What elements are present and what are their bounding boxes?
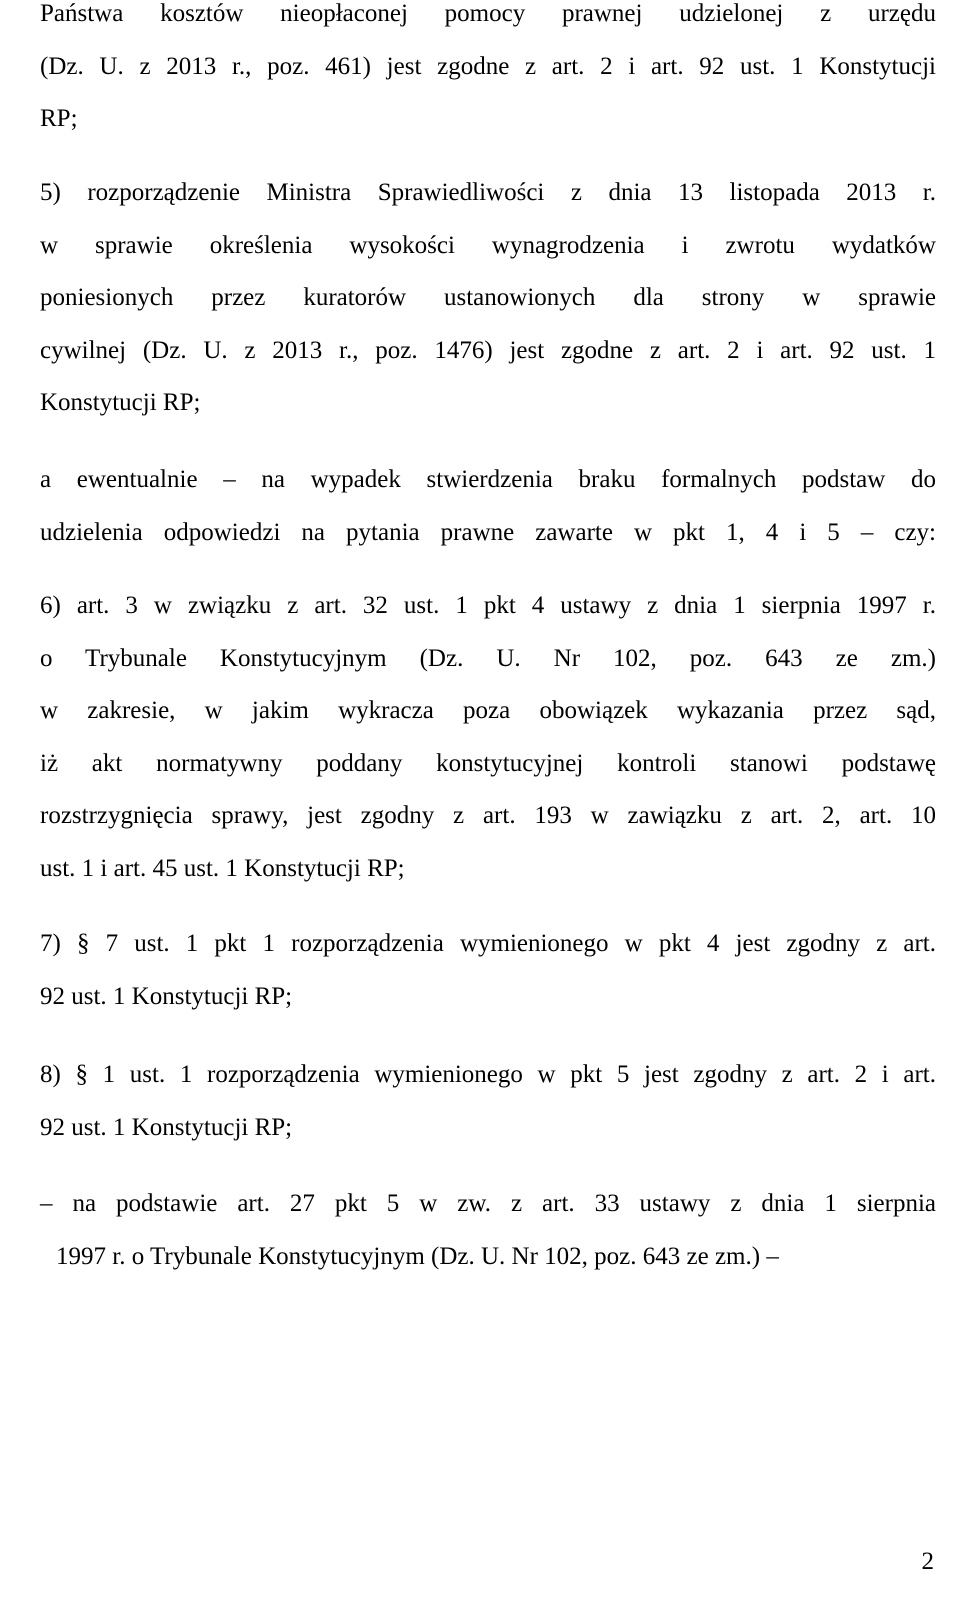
text-line: 6) art. 3 w związku z art. 32 ust. 1 pkt 4 ustawy z dnia 1 sierpnia 1997 r.: [40, 592, 936, 619]
text-line: ust. 1 i art. 45 ust. 1 Konstytucji RP;: [40, 854, 405, 882]
alternative-question-paragraph: [40, 454, 936, 559]
text-line: 92 ust. 1 Konstytucji RP;: [40, 982, 293, 1010]
list-item-8: [40, 1049, 936, 1154]
text-line: poniesionych przez kuratorów ustanowionych dla strony w sprawie: [40, 284, 936, 311]
text-line: 5) rozporządzenie Ministra Sprawiedliwości z dnia 13 listopada 2013 r.: [40, 179, 936, 206]
text-line: (Dz. U. z 2013 r., poz. 461) jest zgodne z art. 2 i art. 92 ust. 1 Konstytucji: [40, 52, 936, 80]
list-item-7: [40, 918, 936, 1023]
text-line: 92 ust. 1 Konstytucji RP;: [40, 1113, 293, 1141]
legal-basis-paragraph: [40, 1178, 936, 1283]
text-line: rozstrzygnięcia sprawy, jest zgodny z art. 193 w zawiązku z art. 2, art. 10: [40, 802, 936, 829]
text-line: Konstytucji RP;: [40, 389, 201, 416]
text-line: Państwa kosztów nieopłaconej pomocy prawnej udzielonej z urzędu: [40, 0, 936, 27]
text-line: w sprawie określenia wysokości wynagrodzenia i zwrotu wydatków: [40, 231, 936, 259]
text-line: 7) § 7 ust. 1 pkt 1 rozporządzenia wymienionego w pkt 4 jest zgodny z art.: [40, 930, 936, 957]
text-line: iż akt normatywny poddany konstytucyjnej kontroli stanowi podstawę: [40, 749, 936, 777]
text-line: udzielenia odpowiedzi na pytania prawne zawarte w pkt 1, 4 i 5 – czy:: [40, 518, 936, 546]
text-line: – na podstawie art. 27 pkt 5 w zw. z art. 33 ustawy z dnia 1 sierpnia: [40, 1190, 936, 1217]
text-line: o Trybunale Konstytucyjnym (Dz. U. Nr 102, poz. 643 ze zm.): [40, 644, 936, 672]
page-number: 2: [921, 1548, 934, 1575]
continuation-paragraph: [40, 0, 936, 146]
text-line: a ewentualnie – na wypadek stwierdzenia braku formalnych podstaw do: [40, 466, 936, 493]
text-line: 1997 r. o Trybunale Konstytucyjnym (Dz. U. Nr 102, poz. 643 ze zm.) –: [56, 1242, 779, 1270]
text-line: w zakresie, w jakim wykracza poza obowiązek wykazania przez sąd,: [40, 697, 936, 724]
list-item-6: [40, 580, 936, 895]
text-line: 8) § 1 ust. 1 rozporządzenia wymienionego w pkt 5 jest zgodny z art. 2 i art.: [40, 1061, 936, 1088]
list-item-5: [40, 167, 936, 430]
text-line: RP;: [40, 105, 78, 132]
text-line: cywilnej (Dz. U. z 2013 r., poz. 1476) jest zgodne z art. 2 i art. 92 ust. 1: [40, 336, 936, 364]
